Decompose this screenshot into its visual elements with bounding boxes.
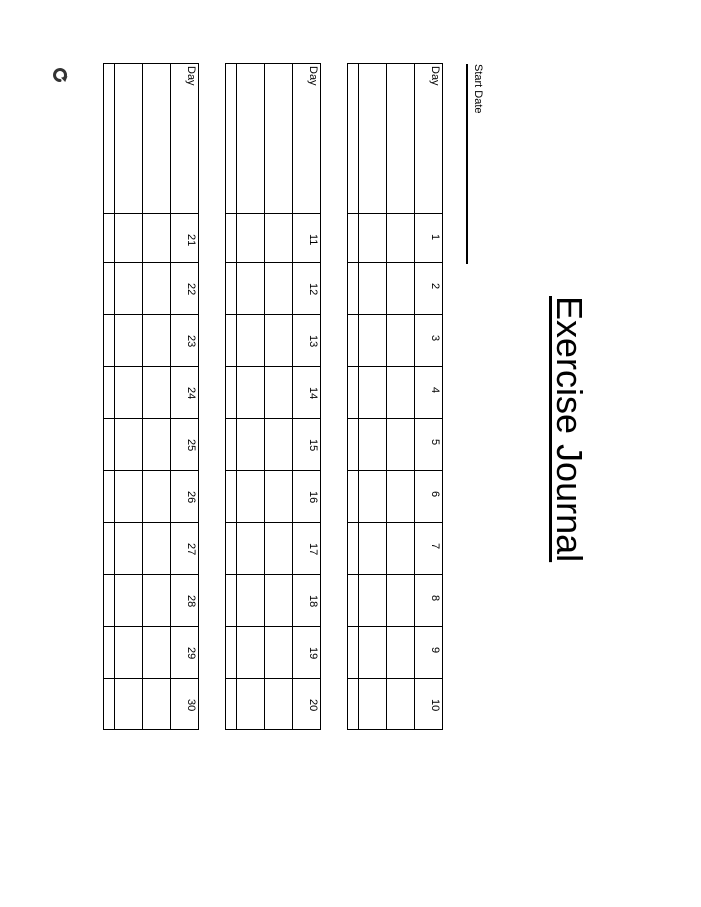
day-table-3: [103, 63, 199, 730]
table-column-line: [226, 418, 320, 419]
table-row-line: [170, 64, 171, 729]
table-column-line: [226, 470, 320, 471]
day-number: 2: [429, 283, 441, 290]
table-row-line: [414, 64, 415, 729]
table-column-line: [226, 574, 320, 575]
table-column-line: [348, 213, 442, 214]
day-header-label: Day: [307, 66, 319, 86]
table-column-line: [348, 418, 442, 419]
table-row-line: [386, 64, 387, 729]
table-column-line: [226, 626, 320, 627]
table-row-line: [264, 64, 265, 729]
day-number: 30: [185, 699, 197, 712]
day-number: 27: [185, 543, 197, 556]
day-number: 15: [307, 439, 319, 452]
table-column-line: [226, 213, 320, 214]
day-number: 14: [307, 387, 319, 400]
day-number: 3: [429, 335, 441, 342]
table-row-line: [358, 64, 359, 729]
table-column-line: [104, 678, 198, 679]
table-column-line: [104, 470, 198, 471]
day-number: 23: [185, 335, 197, 348]
table-column-line: [348, 470, 442, 471]
day-number: 9: [429, 647, 441, 654]
day-number: 26: [185, 491, 197, 504]
day-number: 10: [429, 699, 441, 712]
day-number: 20: [307, 699, 319, 712]
table-column-line: [348, 262, 442, 263]
day-number: 7: [429, 543, 441, 550]
day-number: 4: [429, 387, 441, 394]
table-column-line: [348, 314, 442, 315]
day-number: 21: [185, 234, 197, 247]
day-number: 1: [429, 234, 441, 241]
day-number: 24: [185, 387, 197, 400]
day-number: 28: [185, 595, 197, 608]
table-column-line: [104, 366, 198, 367]
table-row-line: [236, 64, 237, 729]
table-column-line: [104, 314, 198, 315]
table-row-line: [114, 64, 115, 729]
table-column-line: [104, 418, 198, 419]
day-table-1: [347, 63, 443, 730]
day-number: 29: [185, 647, 197, 660]
day-number: 25: [185, 439, 197, 452]
day-number: 16: [307, 491, 319, 504]
table-row-line: [142, 64, 143, 729]
table-column-line: [104, 574, 198, 575]
day-number: 8: [429, 595, 441, 602]
day-number: 12: [307, 283, 319, 296]
table-column-line: [348, 678, 442, 679]
day-table-2: [225, 63, 321, 730]
table-column-line: [348, 366, 442, 367]
table-column-line: [226, 314, 320, 315]
day-number: 17: [307, 543, 319, 556]
refresh-icon[interactable]: [51, 66, 69, 84]
table-row-line: [292, 64, 293, 729]
table-column-line: [226, 262, 320, 263]
day-number: 13: [307, 335, 319, 348]
table-column-line: [104, 522, 198, 523]
day-number: 11: [307, 234, 319, 246]
table-column-line: [226, 522, 320, 523]
day-number: 22: [185, 283, 197, 296]
day-number: 6: [429, 491, 441, 498]
table-column-line: [348, 574, 442, 575]
start-date-line: [466, 64, 468, 264]
day-number: 18: [307, 595, 319, 608]
day-header-label: Day: [429, 66, 441, 86]
table-column-line: [348, 522, 442, 523]
start-date-label: Start Date: [472, 64, 484, 114]
table-column-line: [104, 626, 198, 627]
day-number: 5: [429, 439, 441, 446]
day-number: 19: [307, 647, 319, 660]
table-column-line: [226, 366, 320, 367]
day-header-label: Day: [185, 66, 197, 86]
table-column-line: [104, 262, 198, 263]
table-column-line: [348, 626, 442, 627]
table-column-line: [104, 213, 198, 214]
page-title: Exercise Journal: [549, 296, 590, 563]
table-column-line: [226, 678, 320, 679]
